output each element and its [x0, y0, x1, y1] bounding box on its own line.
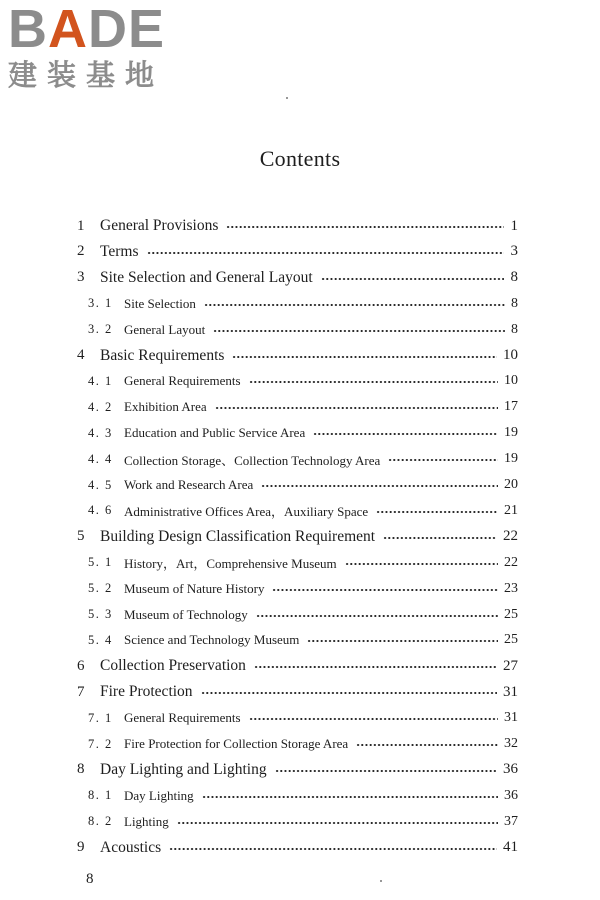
toc-entry-label: Work and Research Area	[124, 477, 254, 492]
toc-subentry	[0, 705, 600, 731]
toc-subentry	[0, 498, 600, 524]
toc-entry-number: 4. 5	[88, 477, 113, 492]
toc-entry-label: Science and Technology Museum	[124, 632, 300, 648]
toc-entry-label: Basic Requirements	[100, 346, 225, 364]
toc-entry-page: 10	[503, 347, 518, 363]
scan-speck	[286, 97, 288, 99]
toc-entry-number: 4. 2	[88, 399, 113, 414]
toc-subentry	[0, 472, 600, 498]
toc-leader-dots	[213, 330, 505, 332]
toc-entry-page: 22	[504, 554, 518, 570]
toc-entry	[0, 757, 600, 783]
toc-subentry	[0, 394, 600, 420]
toc-subentry	[0, 550, 600, 576]
toc-entry-label: General Requirements	[124, 373, 241, 389]
toc-entry-number: 5. 1	[88, 555, 113, 570]
toc-entry-number: 3. 1	[88, 296, 113, 311]
toc-entry-number: 8. 1	[88, 788, 113, 803]
toc-entry-label: Fire Protection for Collection Storage Area	[124, 736, 349, 751]
toc-entry-number: 8	[77, 761, 85, 778]
toc-leader-dots	[232, 356, 497, 358]
toc-leader-dots	[169, 848, 497, 850]
toc-entry-number: 3. 2	[88, 322, 113, 337]
toc-entry-number: 8. 2	[88, 814, 113, 829]
toc-subentry	[0, 368, 600, 394]
toc-entry-number: 5. 3	[88, 607, 113, 621]
toc-leader-dots	[376, 511, 498, 513]
toc-leader-dots	[249, 381, 498, 383]
toc-entry-number: 7. 1	[88, 710, 113, 725]
toc-leader-dots	[147, 252, 504, 254]
toc-entry	[0, 679, 600, 705]
toc-entry-page: 10	[504, 373, 518, 389]
toc-leader-dots	[249, 718, 498, 720]
logo-letter-a: A	[48, 0, 88, 59]
toc-leader-dots	[256, 615, 498, 617]
toc-entry-page: 22	[503, 528, 518, 545]
toc-leader-dots	[345, 563, 498, 565]
toc-leader-dots	[261, 485, 498, 487]
toc-entry-page: 23	[504, 580, 518, 596]
toc-entry-label: Collection Preservation	[100, 657, 246, 675]
toc-leader-dots	[177, 822, 498, 824]
toc-entry-number: 2	[77, 243, 85, 260]
toc-entry-page: 8	[511, 295, 518, 311]
toc-entry-page: 25	[504, 606, 518, 622]
toc-entry-number: 4	[77, 347, 85, 363]
toc-entry-label: Terms	[100, 242, 139, 260]
toc-subentry	[0, 731, 600, 757]
toc-entry-page: 27	[503, 657, 518, 674]
toc-leader-dots	[321, 278, 504, 280]
toc-entry-page: 1	[510, 217, 518, 234]
toc-entry-number: 5	[77, 528, 85, 545]
toc-entry-number: 4. 1	[88, 373, 113, 388]
toc-subentry	[0, 783, 600, 809]
toc-entry-number: 4. 3	[88, 425, 113, 440]
toc-entry-number: 7. 2	[88, 736, 113, 751]
toc-entry-label: General Requirements	[124, 710, 241, 726]
toc-entry-label: Administrative Offices Area，Auxiliary Space	[124, 504, 369, 520]
toc-leader-dots	[307, 640, 498, 642]
logo-chinese-subtitle: 建装基地	[8, 58, 165, 92]
toc-subentry	[0, 576, 600, 602]
toc-entry-number: 7	[77, 683, 85, 700]
toc-entry-page: 3	[510, 243, 518, 260]
toc-entry	[0, 239, 600, 265]
toc-subentry	[0, 291, 600, 317]
toc-entry-label: Education and Public Service Area	[124, 425, 306, 441]
logo-wordmark	[8, 0, 166, 59]
toc-entry-number: 3	[77, 269, 85, 286]
bade-logo	[8, 2, 165, 90]
toc-entry-number: 5. 2	[88, 581, 113, 596]
toc-entry-page: 41	[503, 839, 518, 856]
page-title: Contents	[259, 146, 341, 171]
toc-entry-label: Building Design Classification Requirement	[100, 527, 376, 545]
toc-leader-dots	[356, 744, 498, 746]
toc-entry-label: Fire Protection	[100, 683, 193, 701]
toc-entry-label: History，Art，Comprehensive Museum	[124, 556, 337, 572]
toc-subentry	[0, 809, 600, 835]
toc-entry-page: 8	[510, 269, 518, 286]
toc-entry-label: Site Selection	[124, 295, 196, 311]
toc-entry-label: Day Lighting	[124, 787, 194, 803]
toc-leader-dots	[201, 692, 497, 694]
toc-leader-dots	[272, 589, 498, 591]
toc-entry-label: Acoustics	[100, 838, 162, 856]
toc-entry-page: 21	[504, 502, 518, 518]
toc-entry-label: General Provisions	[100, 217, 219, 234]
toc-entry-page: 32	[504, 736, 518, 751]
toc-entry	[0, 524, 600, 550]
toc-entry-page: 19	[504, 451, 518, 467]
toc-leader-dots	[275, 770, 497, 772]
toc-entry-page: 31	[503, 683, 518, 700]
toc-entry-number: 6	[77, 657, 85, 674]
toc-entry	[0, 343, 600, 369]
toc-entry-number: 4. 6	[88, 503, 113, 518]
toc-subentry	[0, 317, 600, 343]
toc-entry-page: 20	[504, 477, 518, 492]
toc-leader-dots	[254, 666, 497, 668]
toc-leader-dots	[383, 537, 497, 539]
toc-subentry	[0, 602, 600, 628]
toc-entry-label: Exhibition Area	[124, 399, 207, 415]
toc-subentry	[0, 446, 600, 472]
toc-entry	[0, 213, 600, 239]
toc-entry-number: 9	[77, 839, 85, 856]
toc-entry	[0, 265, 600, 291]
toc-entry	[0, 653, 600, 679]
toc-entry-label: Collection Storage、Collection Technology Area	[124, 452, 381, 468]
toc-entry-label: Museum of Technology	[124, 606, 248, 622]
toc-subentry	[0, 420, 600, 446]
toc-entry-page: 36	[503, 761, 518, 778]
toc-entry-number: 5. 4	[88, 632, 113, 647]
toc-entry-number: 1	[77, 217, 85, 234]
toc-entry-label: Museum of Nature History	[124, 580, 265, 596]
toc-entry-page: 25	[504, 632, 518, 648]
scan-speck	[380, 880, 382, 882]
toc-subentry	[0, 627, 600, 653]
toc-leader-dots	[226, 226, 504, 228]
toc-entry-number: 4. 4	[88, 451, 113, 466]
toc-entry-label: Site Selection and General Layout	[100, 268, 313, 286]
toc-leader-dots	[215, 407, 498, 409]
toc-entry-page: 17	[504, 399, 518, 415]
toc-leader-dots	[204, 304, 505, 306]
footer-page-number: 8	[86, 871, 94, 887]
toc-leader-dots	[202, 796, 498, 798]
toc-entry	[0, 835, 600, 861]
toc-entry-page: 8	[511, 321, 518, 337]
toc-entry-label: General Layout	[124, 321, 206, 337]
toc-entry-page: 31	[504, 710, 518, 726]
toc-entry-label: Day Lighting and Lighting	[100, 760, 267, 778]
toc-entry-page: 19	[504, 425, 518, 441]
toc-entry-page: 37	[504, 813, 518, 829]
logo-letters-de: DE	[88, 0, 166, 59]
toc-leader-dots	[388, 459, 498, 461]
logo-letter-b: B	[8, 0, 48, 59]
toc-leader-dots	[313, 433, 498, 435]
toc-entry-page: 36	[504, 787, 518, 803]
toc-entry-label: Lighting	[124, 813, 169, 829]
